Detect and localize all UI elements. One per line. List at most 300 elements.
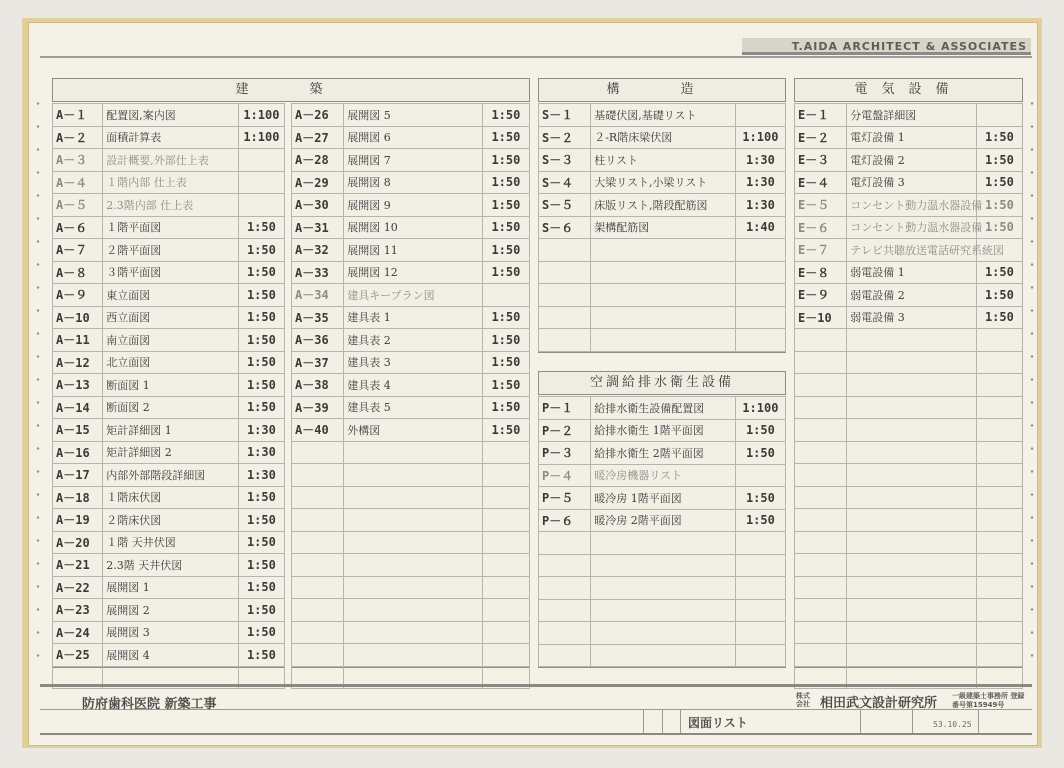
drawing-row: [292, 396, 530, 419]
blank-row: [539, 599, 786, 622]
drawing-scale: 1:50: [238, 486, 284, 509]
drawing-title: 展開図 12: [344, 261, 483, 284]
drawing-title: ２階床伏図: [103, 509, 239, 532]
drawing-title: 2.3階内部 仕上表: [103, 194, 239, 217]
drawing-scale: [735, 644, 785, 667]
drawing-scale: 1:30: [735, 171, 785, 194]
drawing-title: 展開図 3: [103, 621, 239, 644]
drawing-code: [795, 441, 847, 464]
blank-row: [795, 531, 1023, 554]
blank-row: [795, 441, 1023, 464]
blank-row: [539, 284, 786, 307]
drawing-code: A－４: [53, 171, 103, 194]
drawing-code: E－９: [795, 284, 847, 307]
drawing-scale: 1:50: [238, 284, 284, 307]
drawing-title: [847, 531, 977, 554]
drawing-title: 北立面図: [103, 351, 239, 374]
blank-row: [539, 261, 786, 284]
title-block-vline: [680, 709, 681, 733]
drawing-scale: [735, 239, 785, 262]
drawing-scale: [735, 464, 785, 487]
blank-row: [795, 396, 1023, 419]
left-margin-ticks: [36, 92, 40, 662]
drawing-scale: 1:50: [482, 374, 529, 397]
drawing-title: 暖冷房 1階平面図: [591, 487, 736, 510]
drawing-title: [847, 441, 977, 464]
drawing-scale: 1:50: [976, 216, 1022, 239]
drawing-row: [292, 104, 530, 127]
drawing-code: [539, 261, 591, 284]
drawing-scale: 1:50: [238, 374, 284, 397]
drawing-row: [539, 126, 786, 149]
title-block: [40, 684, 1032, 735]
drawing-title: [591, 599, 736, 622]
drawing-title: 展開図 6: [344, 126, 483, 149]
blank-row: [539, 239, 786, 262]
office-kind: 株式会社: [796, 692, 810, 708]
drawing-title: １階内部 仕上表: [103, 171, 239, 194]
drawing-code: [795, 329, 847, 352]
drawing-title: 建具表 4: [344, 374, 483, 397]
blank-row: [539, 306, 786, 329]
drawing-scale: [735, 104, 785, 127]
drawing-title: 弱電設備 3: [847, 306, 977, 329]
drawing-code: [795, 509, 847, 532]
drawing-title: [847, 419, 977, 442]
drawing-scale: [482, 284, 529, 307]
drawing-title: [344, 554, 483, 577]
blank-row: [795, 621, 1023, 644]
drawing-scale: [735, 622, 785, 645]
drawing-row: [539, 171, 786, 194]
drawing-title: 展開図 5: [344, 104, 483, 127]
drawing-code: [539, 306, 591, 329]
drawing-code: A－32: [292, 239, 344, 262]
drawing-code: A－15: [53, 419, 103, 442]
drawing-row: [539, 509, 786, 532]
drawing-code: P－１: [539, 397, 591, 420]
drawing-code: E－７: [795, 239, 847, 262]
drawing-row: [53, 396, 285, 419]
drawing-title: 断面図 2: [103, 396, 239, 419]
drawing-title: 展開図 4: [103, 644, 239, 667]
drawing-code: [795, 486, 847, 509]
drawing-scale: [482, 621, 529, 644]
title-block-vline: [912, 709, 913, 733]
drawing-title: 展開図 10: [344, 216, 483, 239]
drawing-scale: 1:100: [735, 126, 785, 149]
drawing-scale: 1:50: [976, 194, 1022, 217]
drawing-scale: 1:50: [238, 306, 284, 329]
drawing-code: A－７: [53, 239, 103, 262]
drawing-code: A－13: [53, 374, 103, 397]
drawing-scale: [482, 486, 529, 509]
drawing-scale: [482, 464, 529, 487]
drawing-title: 電灯設備 2: [847, 149, 977, 172]
drawing-code: S－４: [539, 171, 591, 194]
drawing-scale: [735, 306, 785, 329]
drawing-row: [53, 509, 285, 532]
drawing-title: 展開図 2: [103, 599, 239, 622]
drawing-row: [292, 239, 530, 262]
drawing-code: A－14: [53, 396, 103, 419]
drawing-scale: [976, 441, 1022, 464]
drawing-row: [795, 239, 1023, 262]
drawing-title: [591, 306, 736, 329]
drawing-scale: [735, 599, 785, 622]
drawing-code: [539, 329, 591, 352]
blank-row: [292, 509, 530, 532]
drawing-code: A－６: [53, 216, 103, 239]
drawing-title: コンセント動力温水器設備: [847, 194, 977, 217]
drawing-code: A－16: [53, 441, 103, 464]
drawing-row: [539, 149, 786, 172]
drawing-code: [292, 509, 344, 532]
drawing-row: [53, 644, 285, 667]
drawing-title: 床版リスト,階段配筋図: [591, 194, 736, 217]
drawing-code: A－９: [53, 284, 103, 307]
drawing-scale: 1:50: [238, 329, 284, 352]
drawing-code: [539, 622, 591, 645]
drawing-code: [292, 644, 344, 667]
drawing-title: 東立面図: [103, 284, 239, 307]
drawing-code: E－４: [795, 171, 847, 194]
drawing-title: [591, 239, 736, 262]
drawing-code: A－31: [292, 216, 344, 239]
drawing-scale: 1:50: [976, 306, 1022, 329]
drawing-scale: 1:50: [482, 396, 529, 419]
mechanical-table: [538, 396, 786, 667]
drawing-row: [795, 216, 1023, 239]
drawing-row: [53, 284, 285, 307]
drawing-code: [795, 464, 847, 487]
drawing-title: ２-R階床梁伏図: [591, 126, 736, 149]
drawing-title: 建具表 1: [344, 306, 483, 329]
drawing-row: [53, 441, 285, 464]
drawing-code: A－26: [292, 104, 344, 127]
drawing-scale: 1:50: [482, 194, 529, 217]
drawing-title: ３階平面図: [103, 261, 239, 284]
drawing-row: [53, 329, 285, 352]
drawing-code: A－33: [292, 261, 344, 284]
drawing-scale: [482, 644, 529, 667]
drawing-code: [539, 239, 591, 262]
drawing-title: [591, 329, 736, 352]
drawing-code: A－29: [292, 171, 344, 194]
drawing-row: [539, 194, 786, 217]
drawing-code: A－36: [292, 329, 344, 352]
drawing-code: S－２: [539, 126, 591, 149]
drawing-code: A－27: [292, 126, 344, 149]
drawing-code: [795, 554, 847, 577]
drawing-row: [53, 419, 285, 442]
drawing-name: 図面リスト: [688, 716, 748, 730]
drawing-code: S－５: [539, 194, 591, 217]
drawing-row: [539, 464, 786, 487]
drawing-scale: 1:50: [238, 554, 284, 577]
drawing-title: 矩計詳細図 2: [103, 441, 239, 464]
drawing-title: [344, 464, 483, 487]
drawing-row: [795, 306, 1023, 329]
blank-row: [795, 464, 1023, 487]
drawing-row: [292, 419, 530, 442]
drawing-row: [53, 171, 285, 194]
drawing-code: A－20: [53, 531, 103, 554]
drawing-row: [539, 216, 786, 239]
drawing-scale: 1:50: [238, 261, 284, 284]
title-block-vline: [978, 709, 979, 733]
drawing-scale: 1:50: [976, 126, 1022, 149]
drawing-row: [292, 261, 530, 284]
drawing-scale: [735, 261, 785, 284]
drawing-code: [292, 554, 344, 577]
right-margin-ticks: [1030, 92, 1034, 662]
drawing-scale: 1:50: [238, 351, 284, 374]
drawing-row: [292, 329, 530, 352]
blank-row: [539, 329, 786, 352]
drawing-code: A－30: [292, 194, 344, 217]
architecture-table-1: [52, 103, 285, 689]
drawing-code: A－８: [53, 261, 103, 284]
drawing-title: 南立面図: [103, 329, 239, 352]
drawing-scale: [238, 194, 284, 217]
drawing-title: 2.3階 天井伏図: [103, 554, 239, 577]
drawing-row: [539, 104, 786, 127]
drawing-title: [847, 351, 977, 374]
drawing-title: 給排水衛生 1階平面図: [591, 419, 736, 442]
drawing-code: [795, 599, 847, 622]
blank-row: [539, 622, 786, 645]
drawing-title: 展開図 7: [344, 149, 483, 172]
drawing-title: [847, 599, 977, 622]
drawing-scale: [482, 554, 529, 577]
drawing-row: [53, 374, 285, 397]
drawing-title: 柱リスト: [591, 149, 736, 172]
drawing-code: A－17: [53, 464, 103, 487]
drawing-code: A－５: [53, 194, 103, 217]
drawing-row: [539, 487, 786, 510]
drawing-code: A－35: [292, 306, 344, 329]
drawing-scale: 1:30: [238, 419, 284, 442]
drawing-title: [847, 576, 977, 599]
drawing-title: テレビ共聴放送電話研究系統図: [847, 239, 977, 262]
drawing-code: A－38: [292, 374, 344, 397]
drawing-code: E－３: [795, 149, 847, 172]
drawing-row: [53, 126, 285, 149]
drawing-code: A－18: [53, 486, 103, 509]
drawing-scale: [976, 644, 1022, 667]
section-header-structure: 構 造: [538, 78, 786, 102]
blank-row: [795, 644, 1023, 667]
drawing-scale: 1:30: [238, 441, 284, 464]
drawing-title: [847, 329, 977, 352]
drawing-scale: [976, 531, 1022, 554]
blank-row: [795, 576, 1023, 599]
drawing-title: 建具表 3: [344, 351, 483, 374]
drawing-scale: 1:100: [238, 104, 284, 127]
drawing-code: E－６: [795, 216, 847, 239]
drawing-title: [591, 644, 736, 667]
drawing-row: [795, 194, 1023, 217]
drawing-title: 架構配筋図: [591, 216, 736, 239]
drawing-code: P－３: [539, 442, 591, 465]
drawing-title: 配置図,案内図: [103, 104, 239, 127]
blank-row: [292, 554, 530, 577]
drawing-scale: [976, 464, 1022, 487]
drawing-row: [292, 306, 530, 329]
drawing-scale: 1:50: [482, 306, 529, 329]
drawing-title: [847, 554, 977, 577]
drawing-scale: 1:30: [238, 464, 284, 487]
drawing-scale: 1:50: [482, 171, 529, 194]
drawing-title: [847, 486, 977, 509]
drawing-row: [795, 284, 1023, 307]
blank-row: [795, 351, 1023, 374]
drawing-scale: 1:50: [976, 149, 1022, 172]
drawing-code: A－24: [53, 621, 103, 644]
drawing-scale: [735, 532, 785, 555]
drawing-scale: 1:50: [482, 104, 529, 127]
drawing-code: [539, 532, 591, 555]
drawing-code: [795, 531, 847, 554]
drawing-title: [847, 464, 977, 487]
drawing-code: [539, 284, 591, 307]
blank-row: [795, 599, 1023, 622]
drawing-code: A－37: [292, 351, 344, 374]
drawing-scale: 1:50: [238, 509, 284, 532]
drawing-code: [795, 374, 847, 397]
drawing-scale: [735, 554, 785, 577]
drawing-code: [292, 599, 344, 622]
drawing-title: [344, 441, 483, 464]
blank-row: [795, 329, 1023, 352]
drawing-row: [53, 599, 285, 622]
drawing-row: [292, 149, 530, 172]
drawing-row: [53, 104, 285, 127]
office-name: 相田武文設計研究所: [820, 696, 938, 711]
drawing-title: 弱電設備 1: [847, 261, 977, 284]
top-rule: [40, 56, 1032, 58]
drawing-title: [847, 644, 977, 667]
drawing-code: E－２: [795, 126, 847, 149]
drawing-code: A－11: [53, 329, 103, 352]
drawing-code: [292, 441, 344, 464]
drawing-scale: 1:30: [735, 149, 785, 172]
drawing-row: [53, 216, 285, 239]
drawing-scale: [735, 284, 785, 307]
drawing-row: [53, 621, 285, 644]
blank-row: [292, 599, 530, 622]
drawing-scale: [735, 329, 785, 352]
drawing-code: A－12: [53, 351, 103, 374]
drawing-scale: 1:50: [238, 644, 284, 667]
drawing-scale: 1:50: [482, 216, 529, 239]
drawing-title: 設計概要,外部仕上表: [103, 149, 239, 172]
drawing-scale: 1:50: [238, 599, 284, 622]
drawing-row: [292, 284, 530, 307]
drawing-code: P－５: [539, 487, 591, 510]
drawing-code: [539, 599, 591, 622]
drawing-title: 西立面図: [103, 306, 239, 329]
drawing-row: [53, 464, 285, 487]
title-block-vline: [860, 709, 861, 733]
drawing-code: [292, 531, 344, 554]
drawing-code: [539, 554, 591, 577]
drawing-code: [539, 577, 591, 600]
drawing-scale: 1:50: [482, 126, 529, 149]
drawing-title: [344, 486, 483, 509]
drawing-row: [795, 104, 1023, 127]
drawing-code: [292, 464, 344, 487]
drawing-scale: [976, 351, 1022, 374]
drawing-code: S－３: [539, 149, 591, 172]
drawing-scale: 1:50: [238, 531, 284, 554]
drawing-code: [795, 576, 847, 599]
drawing-row: [539, 397, 786, 420]
drawing-scale: 1:30: [735, 194, 785, 217]
drawing-code: [292, 486, 344, 509]
title-block-vline: [643, 709, 644, 733]
drawing-row: [53, 351, 285, 374]
drawing-scale: [976, 621, 1022, 644]
drawing-row: [53, 261, 285, 284]
drawing-row: [53, 149, 285, 172]
drawing-title: [344, 644, 483, 667]
drawing-title: [344, 621, 483, 644]
drawing-row: [53, 576, 285, 599]
drawing-code: A－10: [53, 306, 103, 329]
title-block-vline: [662, 709, 663, 733]
drawing-title: [591, 577, 736, 600]
drawing-title: １階床伏図: [103, 486, 239, 509]
drawing-scale: 1:100: [238, 126, 284, 149]
drawing-code: E－５: [795, 194, 847, 217]
drawing-scale: [482, 509, 529, 532]
drawing-code: [292, 621, 344, 644]
drawing-code: A－34: [292, 284, 344, 307]
drawing-title: 展開図 1: [103, 576, 239, 599]
drawing-scale: 1:50: [482, 351, 529, 374]
drawing-title: 断面図 1: [103, 374, 239, 397]
drawing-title: １階 天井伏図: [103, 531, 239, 554]
blank-row: [292, 531, 530, 554]
drawing-title: [591, 284, 736, 307]
drawing-title: [847, 396, 977, 419]
drawing-scale: [482, 576, 529, 599]
firm-name-banner: T.AIDA ARCHITECT & ASSOCIATES: [742, 38, 1031, 55]
drawing-title: 展開図 9: [344, 194, 483, 217]
section-header-architecture: 建 築: [52, 78, 530, 102]
drawing-row: [292, 351, 530, 374]
drawing-code: P－２: [539, 419, 591, 442]
drawing-scale: [976, 486, 1022, 509]
drawing-row: [53, 306, 285, 329]
drawing-code: [292, 576, 344, 599]
drawing-row: [53, 554, 285, 577]
drawing-scale: [482, 599, 529, 622]
drawing-row: [53, 486, 285, 509]
drawing-title: 展開図 8: [344, 171, 483, 194]
project-name: 防府歯科医院 新築工事: [82, 697, 217, 712]
drawing-title: 建具表 2: [344, 329, 483, 352]
drawing-title: 電灯設備 3: [847, 171, 977, 194]
blank-row: [795, 509, 1023, 532]
drawing-date: 53.10.25: [933, 720, 972, 729]
drawing-title: 建具表 5: [344, 396, 483, 419]
drawing-scale: 1:50: [482, 419, 529, 442]
drawing-scale: 1:50: [735, 442, 785, 465]
drawing-scale: 1:50: [976, 261, 1022, 284]
